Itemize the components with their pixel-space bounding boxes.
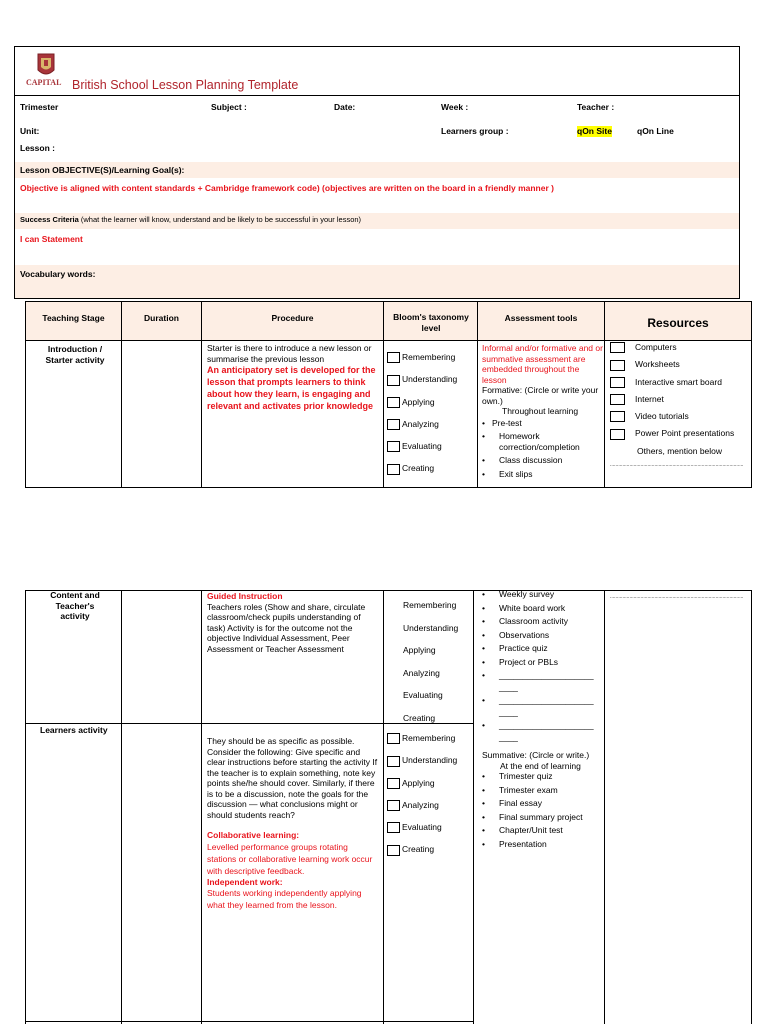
- success-criteria: [20, 215, 361, 226]
- summative-item: • Chapter/Unit test: [482, 825, 603, 836]
- assessment-item: • Homework correction/completion: [482, 431, 603, 452]
- bloom-label: Creating: [402, 463, 435, 474]
- objective-label: Lesson OBJECTIVE(S)/Learning Goal(s):: [20, 165, 185, 175]
- procedure-intro-text: Starter is there to introduce a new lesson or summarise the previous lesson: [207, 343, 372, 364]
- assessment-note: Informal and/or formative and or summative assessment are embedded throughout the lesson: [482, 343, 603, 385]
- header-teaching-stage: Teaching Stage: [42, 313, 105, 323]
- resources-list: [610, 342, 750, 471]
- bloom-evaluating[interactable]: Evaluating: [403, 690, 443, 700]
- guided-head: Guided Instruction: [207, 591, 283, 601]
- bloom-label: Creating: [402, 844, 435, 855]
- page-title: British School Lesson Planning Template: [72, 78, 299, 92]
- week-label: Week :: [441, 102, 469, 112]
- assessment-item: • Weekly survey: [482, 589, 603, 600]
- divider: [201, 590, 202, 1024]
- bloom-understanding[interactable]: Understanding: [403, 622, 459, 633]
- bloom-remembering[interactable]: [387, 733, 473, 744]
- vocabulary-band: [15, 265, 739, 298]
- date-label: Date:: [334, 102, 356, 112]
- assessment-item: • Class discussion: [482, 455, 603, 466]
- procedure-intro: [207, 343, 379, 412]
- school-logo: [28, 50, 64, 92]
- success-note: (what the learner will know, understand and be likely to be successful in your lesson): [80, 215, 362, 224]
- resource-dots-2: ................................................................................................: [610, 594, 744, 600]
- unit-label: Unit:: [20, 126, 40, 136]
- header-resources: Resources: [647, 316, 709, 330]
- indep-head: Independent work:: [207, 876, 283, 887]
- bloom-label: Evaluating: [402, 822, 442, 832]
- procedure-intro-red: An anticipatory set is developed for the lesson that prompts learners to think about how they learn, is engaging and relevant and activates prior knowledge: [207, 365, 376, 411]
- collab-text: Levelled performance groups rotating stations or collaborative learning work occur with descriptive feedback.: [207, 841, 373, 876]
- bloom-label: Understanding: [402, 374, 458, 385]
- assessment-intro: [482, 343, 603, 479]
- summative-item: • Trimester exam: [482, 785, 603, 796]
- blank-line-end: ____: [499, 681, 518, 692]
- divider: [14, 95, 740, 96]
- blank-line-end: ____: [499, 706, 518, 717]
- resource-label: Power Point presentations: [635, 428, 735, 439]
- bloom-label: Applying: [402, 777, 435, 788]
- indep-text: Students working independently applying what they learned from the lesson.: [207, 888, 362, 910]
- resource-internet[interactable]: [610, 394, 750, 405]
- collab-head: Collaborative learning:: [207, 830, 300, 840]
- procedure-learners: [207, 736, 379, 911]
- logo-text: CAPITAL: [26, 78, 62, 87]
- resource-powerpoint[interactable]: [610, 428, 750, 439]
- bloom-remembering[interactable]: Remembering: [403, 600, 457, 610]
- learners-text: They should be as specific as possible. Consider the following: Give specific and clear instructions before starting the activity If the teacher is to explain something, note key points she/he should cover. Similarly, if there is to be a discussion, note the goals for the discussion — what conclusions might or should students reach?: [207, 736, 378, 820]
- assessment-item: • Project or PBLs: [482, 657, 603, 668]
- divider: [477, 301, 478, 488]
- objective-text: Objective is aligned with content standards + Cambridge framework code) (objectives are written on the board in a friendly manner ): [20, 183, 554, 193]
- stage-content: Content and Teacher's activity: [50, 590, 100, 621]
- bloom-label: Understanding: [402, 755, 458, 766]
- bloom-applying[interactable]: [387, 397, 477, 408]
- bloom-remembering[interactable]: [387, 352, 477, 363]
- divider: [121, 590, 122, 1024]
- stage-intro: Introduction / Starter activity: [45, 344, 105, 365]
- bloom-evaluating[interactable]: [387, 441, 477, 452]
- bloom-label: Analyzing: [402, 799, 439, 810]
- procedure-guided: [207, 591, 379, 654]
- divider: [25, 590, 26, 1024]
- header-procedure: Procedure: [271, 313, 314, 323]
- summative-label: Summative: (Circle or write.): [482, 750, 590, 760]
- divider: [121, 301, 122, 488]
- blank-line-end: ____: [499, 731, 518, 742]
- bloom-label: Remembering: [402, 352, 456, 362]
- resource-computers[interactable]: [610, 342, 750, 353]
- blooms-list-2: [403, 600, 473, 723]
- formative-label: Formative: (Circle or write your own.): [482, 385, 599, 406]
- bloom-evaluating[interactable]: [387, 822, 473, 833]
- bloom-label: Remembering: [402, 733, 456, 743]
- assessment-item: • Practice quiz: [482, 643, 603, 654]
- bloom-label: Evaluating: [402, 441, 442, 451]
- resource-label: Video tutorials: [635, 411, 689, 421]
- on-site-option[interactable]: qOn Site: [577, 126, 612, 136]
- resource-label: Interactive smart board: [635, 376, 722, 387]
- bloom-label: Analyzing: [402, 418, 439, 429]
- header-assessment: Assessment tools: [504, 313, 578, 323]
- resource-dots: ................................................................................................: [610, 462, 744, 468]
- blooms-list-1: [387, 352, 477, 475]
- blank-line[interactable]: • ____________________: [482, 720, 603, 731]
- summative-item: • Presentation: [482, 839, 603, 850]
- assessment-item: • Classroom activity: [482, 616, 603, 627]
- vocabulary-label: Vocabulary words:: [20, 269, 96, 279]
- bloom-understanding[interactable]: [387, 755, 473, 766]
- divider: [25, 590, 752, 591]
- assessment-item: • Observations: [482, 630, 603, 641]
- bloom-analyzing[interactable]: [387, 419, 477, 430]
- blank-line[interactable]: • ____________________: [482, 695, 603, 706]
- resource-video[interactable]: [610, 411, 750, 422]
- header-blooms: Bloom's taxonomy level: [393, 312, 469, 333]
- subject-label: Subject :: [211, 102, 247, 112]
- bloom-creating[interactable]: [387, 463, 477, 474]
- assessment-item: • White board work: [482, 603, 603, 614]
- end-label: At the end of learning: [500, 760, 581, 771]
- assessment-item: • Exit slips: [482, 469, 603, 480]
- success-label: Success Criteria: [20, 215, 79, 224]
- assessment-continued: [482, 589, 603, 849]
- divider: [383, 301, 384, 488]
- summative-item: • Trimester quiz: [482, 771, 603, 782]
- on-line-option[interactable]: qOn Line: [637, 126, 674, 136]
- bloom-applying[interactable]: [387, 778, 473, 789]
- guided-text: Teachers roles (Show and share, circulate classroom/check pupils understanding of task) Activity is for the outcome not the objective Individual Assessment, Peer Assessment or Teacher Assessment: [207, 601, 366, 654]
- resource-label: Worksheets: [635, 359, 680, 370]
- resource-label: Internet: [635, 393, 664, 404]
- summative-item: • Final summary project: [482, 812, 603, 823]
- trimester-label: Trimester: [20, 102, 59, 112]
- blank-line[interactable]: • ____________________: [482, 670, 603, 681]
- stage-learners: Learners activity: [40, 725, 108, 735]
- bloom-label: Applying: [402, 396, 435, 407]
- header-duration: Duration: [144, 313, 179, 323]
- assessment-item: • Pre-test: [482, 418, 603, 429]
- resource-others: Others, mention below: [637, 445, 723, 456]
- summative-item: • Final essay: [482, 798, 603, 809]
- divider: [473, 590, 474, 1024]
- divider: [25, 1021, 473, 1022]
- divider: [201, 301, 202, 488]
- lesson-label: Lesson :: [20, 143, 55, 153]
- blooms-list-3: [387, 733, 473, 856]
- bloom-creating[interactable]: [387, 844, 473, 855]
- divider: [25, 723, 473, 724]
- divider: [25, 340, 752, 341]
- teacher-label: Teacher :: [577, 102, 615, 112]
- resource-worksheets[interactable]: [610, 359, 750, 370]
- bloom-understanding[interactable]: [387, 374, 477, 385]
- throughout-label: Throughout learning: [502, 406, 579, 416]
- learners-group-label: Learners group :: [441, 126, 509, 136]
- bloom-analyzing[interactable]: Analyzing: [403, 667, 440, 678]
- divider: [383, 590, 384, 1024]
- bloom-applying[interactable]: Applying: [403, 645, 436, 655]
- bloom-analyzing[interactable]: [387, 800, 473, 811]
- resource-label: Computers: [635, 342, 677, 352]
- bloom-creating[interactable]: Creating: [403, 712, 436, 723]
- divider: [604, 590, 605, 1024]
- divider: [751, 590, 752, 1024]
- i-can-statement: I can Statement: [20, 234, 83, 244]
- resource-smart-board[interactable]: [610, 377, 750, 388]
